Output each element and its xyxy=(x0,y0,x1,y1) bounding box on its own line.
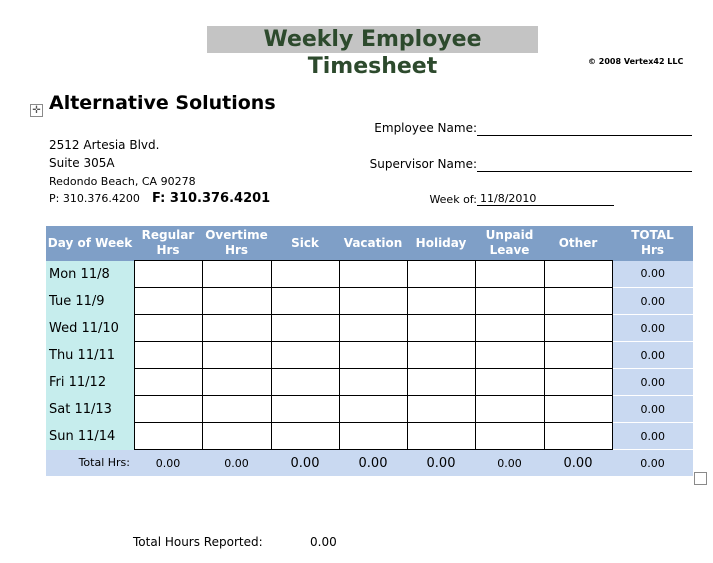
hours-cell[interactable] xyxy=(339,423,407,450)
hours-cell[interactable] xyxy=(271,396,339,423)
total-overtime: 0.00 xyxy=(202,450,271,477)
hours-cell[interactable] xyxy=(475,369,544,396)
header-overtime-hrs: Overtime Hrs xyxy=(202,226,271,261)
hours-cell[interactable] xyxy=(134,288,202,315)
hours-cell[interactable] xyxy=(202,315,271,342)
hours-cell[interactable] xyxy=(475,288,544,315)
day-label: Sat 11/13 xyxy=(46,396,134,423)
hours-cell[interactable] xyxy=(134,369,202,396)
totals-label: Total Hrs: xyxy=(46,450,134,477)
week-of-label: Week of: xyxy=(429,193,477,206)
day-label: Fri 11/12 xyxy=(46,369,134,396)
address-line-2: Suite 305A xyxy=(49,156,115,170)
hours-cell[interactable] xyxy=(475,423,544,450)
header-day-of-week: Day of Week xyxy=(46,226,134,261)
row-total: 0.00 xyxy=(612,396,693,423)
total-hours-reported-label: Total Hours Reported: xyxy=(133,535,263,549)
hours-cell[interactable] xyxy=(339,261,407,288)
header-unpaid-leave: Unpaid Leave xyxy=(475,226,544,261)
company-name: Alternative Solutions xyxy=(49,92,276,114)
hours-cell[interactable] xyxy=(134,261,202,288)
table-header-row xyxy=(46,226,693,261)
table-row xyxy=(46,315,693,342)
hours-cell[interactable] xyxy=(475,261,544,288)
total-other: 0.00 xyxy=(544,450,612,477)
hours-cell[interactable] xyxy=(407,423,475,450)
total-sick: 0.00 xyxy=(271,450,339,477)
hours-cell[interactable] xyxy=(271,342,339,369)
header-holiday: Holiday xyxy=(407,226,475,261)
table-row xyxy=(46,288,693,315)
row-total: 0.00 xyxy=(612,369,693,396)
hours-cell[interactable] xyxy=(339,315,407,342)
header-other: Other xyxy=(544,226,612,261)
row-total: 0.00 xyxy=(612,261,693,288)
hours-cell[interactable] xyxy=(544,315,612,342)
total-holiday: 0.00 xyxy=(407,450,475,477)
hours-cell[interactable] xyxy=(475,342,544,369)
row-total: 0.00 xyxy=(612,315,693,342)
hours-cell[interactable] xyxy=(271,369,339,396)
hours-cell[interactable] xyxy=(475,315,544,342)
hours-cell[interactable] xyxy=(202,369,271,396)
total-unpaid-leave: 0.00 xyxy=(475,450,544,477)
address-line-1: 2512 Artesia Blvd. xyxy=(49,138,160,152)
totals-row xyxy=(46,450,693,477)
hours-cell[interactable] xyxy=(407,261,475,288)
supervisor-name-field[interactable] xyxy=(477,158,692,172)
hours-cell[interactable] xyxy=(134,315,202,342)
hours-cell[interactable] xyxy=(202,342,271,369)
fax-number: F: 310.376.4201 xyxy=(152,191,271,206)
hours-cell[interactable] xyxy=(407,315,475,342)
address-line-3: Redondo Beach, CA 90278 xyxy=(49,175,196,188)
hours-cell[interactable] xyxy=(407,288,475,315)
copyright-text: © 2008 Vertex42 LLC xyxy=(588,57,684,66)
header-regular-hrs: Regular Hrs xyxy=(134,226,202,261)
employee-name-label: Employee Name: xyxy=(374,121,477,135)
hours-cell[interactable] xyxy=(544,261,612,288)
table-row xyxy=(46,369,693,396)
supervisor-name-label: Supervisor Name: xyxy=(369,157,477,171)
total-all: 0.00 xyxy=(612,450,693,477)
day-label: Tue 11/9 xyxy=(46,288,134,315)
week-of-field[interactable]: 11/8/2010 xyxy=(477,192,614,206)
hours-cell[interactable] xyxy=(339,288,407,315)
day-label: Sun 11/14 xyxy=(46,423,134,450)
hours-cell[interactable] xyxy=(339,396,407,423)
day-label: Mon 11/8 xyxy=(46,261,134,288)
hours-cell[interactable] xyxy=(407,396,475,423)
header-vacation: Vacation xyxy=(339,226,407,261)
table-row xyxy=(46,423,693,450)
move-handle-icon[interactable]: ✛ xyxy=(30,104,43,117)
row-total: 0.00 xyxy=(612,423,693,450)
hours-cell[interactable] xyxy=(134,342,202,369)
row-total: 0.00 xyxy=(612,288,693,315)
hours-cell[interactable] xyxy=(271,423,339,450)
total-regular: 0.00 xyxy=(134,450,202,477)
hours-cell[interactable] xyxy=(202,288,271,315)
hours-cell[interactable] xyxy=(271,315,339,342)
table-row xyxy=(46,342,693,369)
timesheet-table xyxy=(46,226,693,476)
table-row xyxy=(46,396,693,423)
hours-cell[interactable] xyxy=(339,369,407,396)
employee-name-field[interactable] xyxy=(477,122,692,136)
total-hours-reported-value: 0.00 xyxy=(310,535,337,549)
row-total: 0.00 xyxy=(612,342,693,369)
day-label: Thu 11/11 xyxy=(46,342,134,369)
hours-cell[interactable] xyxy=(271,261,339,288)
hours-cell[interactable] xyxy=(544,342,612,369)
table-row xyxy=(46,261,693,288)
hours-cell[interactable] xyxy=(407,342,475,369)
header-total-hrs: TOTAL Hrs xyxy=(612,226,693,261)
hours-cell[interactable] xyxy=(202,423,271,450)
resize-handle-icon[interactable] xyxy=(694,472,707,485)
hours-cell[interactable] xyxy=(339,342,407,369)
hours-cell[interactable] xyxy=(544,396,612,423)
hours-cell[interactable] xyxy=(271,288,339,315)
hours-cell[interactable] xyxy=(475,396,544,423)
day-label: Wed 11/10 xyxy=(46,315,134,342)
hours-cell[interactable] xyxy=(544,369,612,396)
hours-cell[interactable] xyxy=(407,369,475,396)
hours-cell[interactable] xyxy=(134,396,202,423)
hours-cell[interactable] xyxy=(134,423,202,450)
hours-cell[interactable] xyxy=(202,396,271,423)
hours-cell[interactable] xyxy=(544,288,612,315)
header-sick: Sick xyxy=(271,226,339,261)
hours-cell[interactable] xyxy=(544,423,612,450)
page-title: Weekly Employee Timesheet xyxy=(207,26,538,53)
total-vacation: 0.00 xyxy=(339,450,407,477)
phone-number: P: 310.376.4200 xyxy=(49,192,140,205)
hours-cell[interactable] xyxy=(202,261,271,288)
